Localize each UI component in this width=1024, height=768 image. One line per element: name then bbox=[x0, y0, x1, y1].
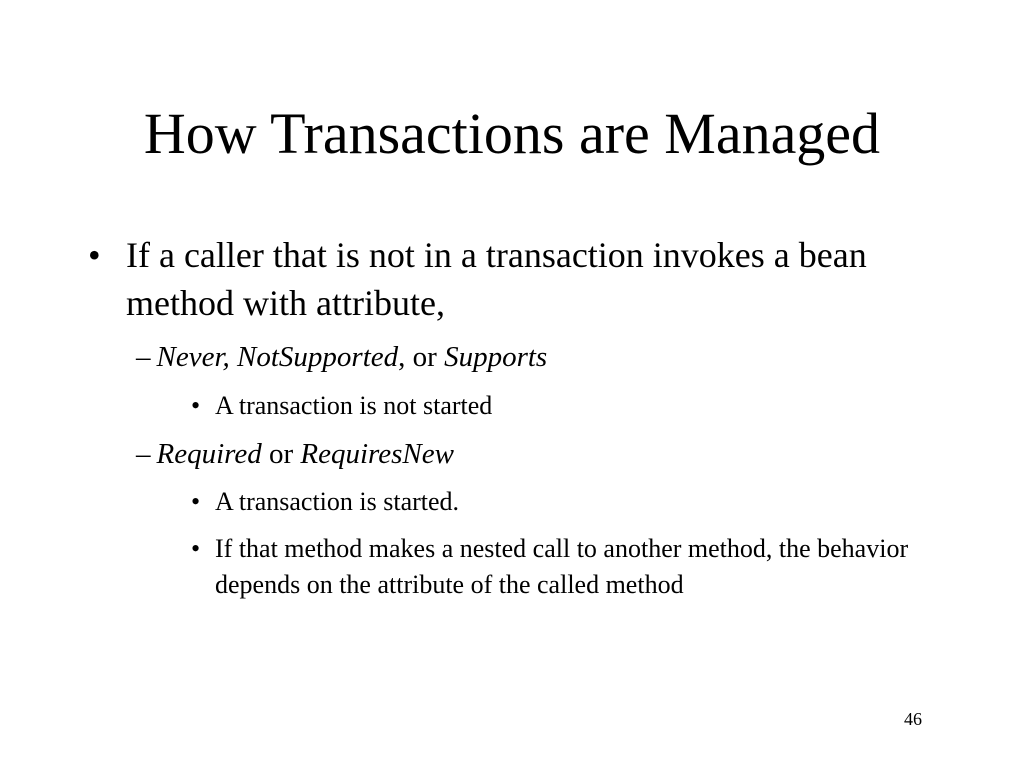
bullet-icon: • bbox=[191, 391, 201, 420]
main-bullet-point bbox=[88, 231, 948, 327]
attribute-supports: Supports bbox=[444, 341, 548, 373]
slide-title: How Transactions are Managed bbox=[143, 101, 881, 166]
attribute-never-notsupported: Never, NotSupported bbox=[156, 341, 399, 373]
main-bullet-text: If a caller that is not in a transaction invokes a bean method with attribute, bbox=[126, 235, 867, 323]
sub-sub-point-text: A transaction is not started bbox=[215, 391, 493, 420]
dash-icon: – bbox=[136, 341, 151, 373]
sub-sub-point-text: A transaction is started. bbox=[215, 487, 460, 516]
attribute-required: Required bbox=[156, 438, 262, 470]
bullet-icon: • bbox=[88, 235, 101, 275]
sub-sub-point-text: If that method makes a nested call to another method, the behavior depends on the attribute of the called method bbox=[215, 534, 909, 599]
bullet-icon: • bbox=[191, 487, 201, 516]
sub-point-required-requiresnew bbox=[136, 435, 454, 473]
sub-sub-point-not-started bbox=[191, 388, 951, 424]
connector-text: , or bbox=[398, 341, 445, 373]
dash-icon: – bbox=[136, 438, 151, 470]
attribute-requiresnew: RequiresNew bbox=[300, 438, 454, 470]
connector-text: or bbox=[261, 438, 301, 470]
sub-point-never-notsupported-supports bbox=[136, 338, 547, 376]
sub-sub-point-started bbox=[191, 484, 951, 520]
bullet-icon: • bbox=[191, 534, 201, 563]
sub-sub-point-nested-call bbox=[191, 531, 951, 603]
slide-number: 46 bbox=[904, 709, 922, 729]
